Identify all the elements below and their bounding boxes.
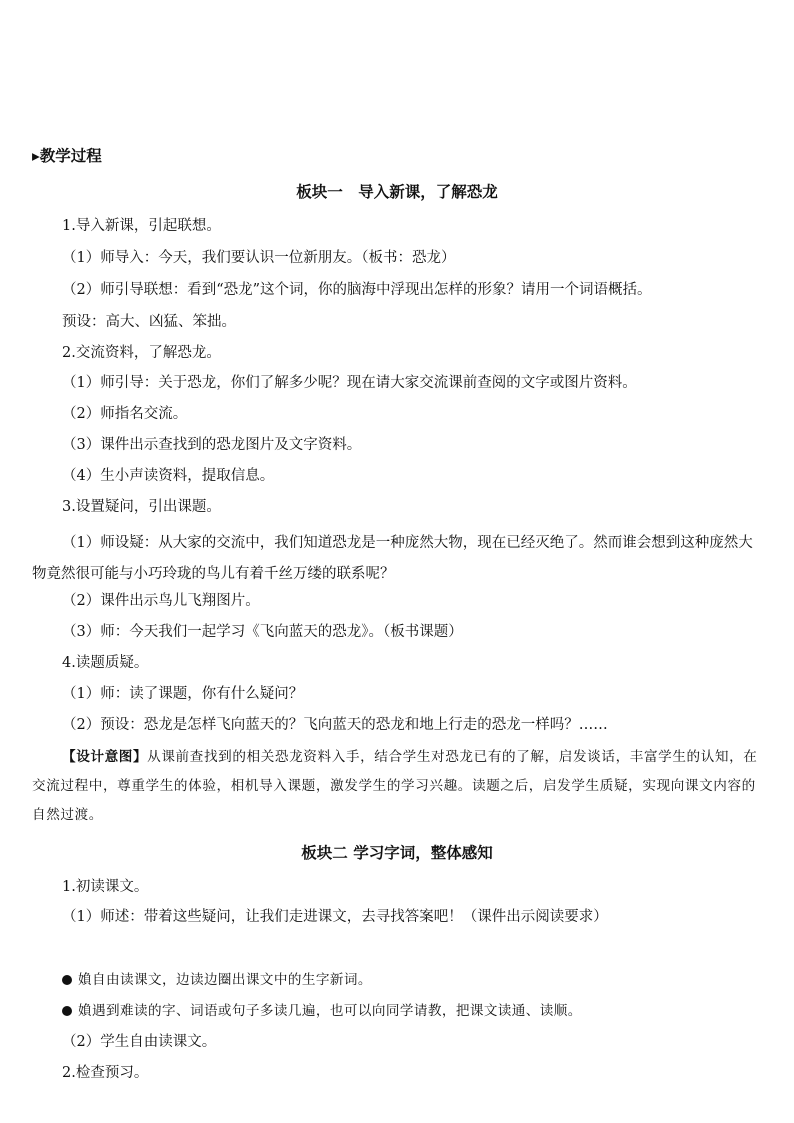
block-one-title: 板块一 导入新课，了解恐龙 [296,183,498,201]
paragraph-line: （2）师引导联想：看到“恐龙”这个词，你的脑海中浮现出怎样的形象？请用一个词语概括。 [62,282,652,298]
paragraph-line: （1）师设疑：从大家的交流中，我们知道恐龙是一种庞然大物，现在已经灭绝了。然而谁会想到这种庞然大物竟然很可能与小巧玲珑的鸟儿有着千丝万缕的联系呢？ [32,535,753,582]
paragraph-line: 2.交流资料，了解恐龙。 [62,345,221,361]
paragraph-line: （1）师引导：关于恐龙，你们了解多少呢？现在请大家交流课前查阅的文字或图片资料。 [62,375,637,391]
paragraph-line: （4）生小声读资料，提取信息。 [62,468,275,484]
paragraph-line: （2）师指名交流。 [62,406,188,422]
reading-requirement-item [62,970,372,990]
bullet-text: 媍遇到难读的字、词语或句子多读几遍，也可以向同学请教，把课文读通、读顺。 [78,1003,582,1019]
design-intent-text: 从课前查找到的相关恐龙资料入手，结合学生对恐龙已有的了解，启发谈话，丰富学生的认知，在交流过程中，尊重学生的体验，相机导入课题，激发学生的学习兴趣。读题之后，启发学生质疑，实现向课文内容的自然过渡。 [32,749,758,823]
section-heading: ▸教学过程 [32,147,102,165]
block-two-title: 板块二 学习字词，整体感知 [301,844,493,862]
paragraph-line: 4.读题质疑。 [62,655,149,671]
bullet-icon [62,975,72,985]
design-intent-paragraph [32,743,764,830]
reading-requirement-item [62,1001,582,1021]
paragraph-line: （1）师：读了课题，你有什么疑问？ [62,686,304,702]
bullet-text: 媍自由读课文，边读边圈出课文中的生字新词。 [78,972,372,988]
paragraph-line: （2）学生自由读课文。 [62,1034,217,1050]
paragraph-line: （1）师述：带着这些疑问，让我们走进课文，去寻找答案吧！（课件出示阅读要求） [62,909,608,925]
paragraph-line: （2）课件出示鸟儿飞翔图片。 [62,593,260,609]
paragraph-line: （3）师：今天我们一起学习《飞向蓝天的恐龙》。（板书课题） [62,624,463,640]
paragraph-line: （1）师导入：今天，我们要认识一位新朋友。（板书：恐龙） [62,250,456,266]
paragraph-line: 预设：高大、凶猛、笨拙。 [62,314,236,330]
paragraph-line: 3.设置疑问，引出课题。 [62,499,221,515]
paragraph-line: （2）预设：恐龙是怎样飞向蓝天的？飞向蓝天的恐龙和地上行走的恐龙一样吗？…… [62,717,608,733]
design-intent-label: 【设计意图】 [62,749,148,765]
paragraph-line: （3）课件出示查找到的恐龙图片及文字资料。 [62,437,362,453]
paragraph-line: 1.导入新课，引起联想。 [62,218,221,234]
paragraph-line: 2.检查预习。 [62,1065,149,1081]
bullet-icon [62,1006,72,1016]
paragraph-line: 1.初读课文。 [62,879,149,895]
